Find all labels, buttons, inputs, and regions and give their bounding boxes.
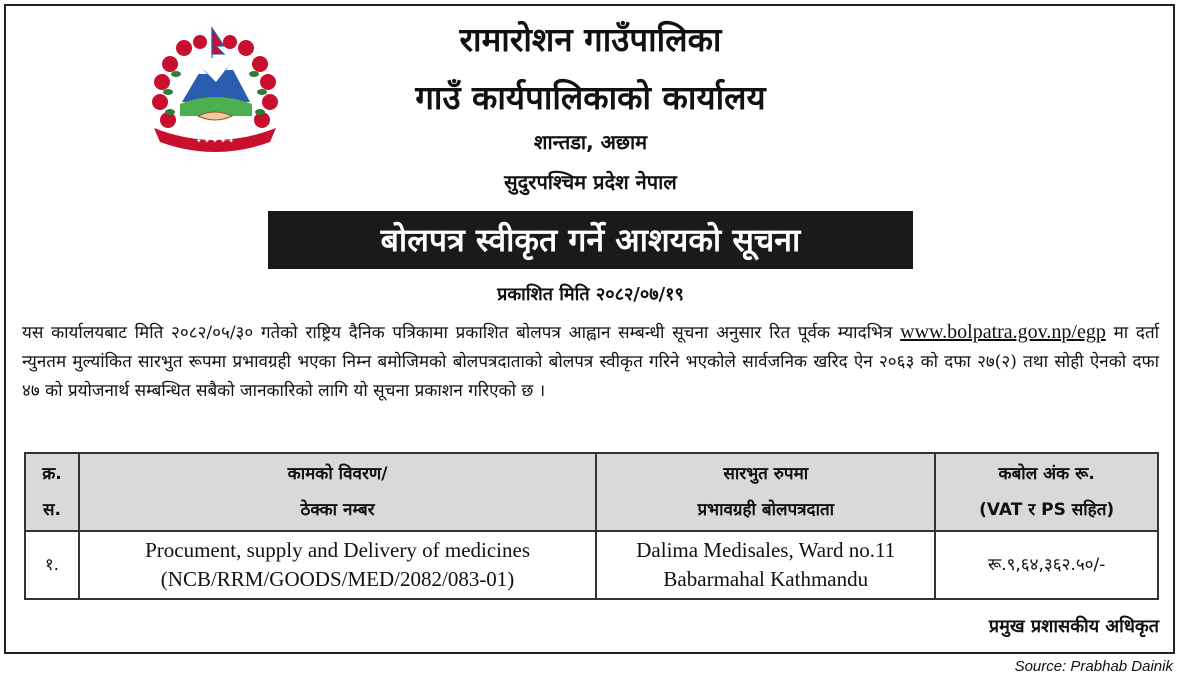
header-work-line2: ठेक्का नम्बर [300, 500, 375, 520]
header-amount-line2: (VAT र PS सहित) [979, 500, 1115, 520]
body-text-part2: मा दर्ता न्युनतम मुल्यांकित सारभुत रूपमा प्रभावग्रही भएका निम्न बमोजिमको बोलपत्रदाताको बोलपत्र स्वीकृत गरिने भएकोले सार्वजनिक खरिद ऐन २०६३ को दफा २७(२) तथा सोही ऐनको दफा ४७ को प्रयोजनार्थ सम्बन्धित सबैको जानकारिको लागि यो सूचना प्रकाशन गरिएको छ । [22, 323, 1160, 401]
header-bidder [596, 453, 935, 531]
table-header-row [25, 453, 1158, 531]
office-address: शान्तडा, अछाम [533, 130, 648, 154]
header-bidder-line1: सारभुत रुपमा [723, 464, 809, 484]
row-amount: रू.९,६४,३६२.५०/- [935, 531, 1158, 599]
row-serial: १. [25, 531, 79, 599]
notice-title: बोलपत्र स्वीकृत गर्ने आशयको सूचना [268, 211, 913, 269]
table-row [25, 531, 1158, 599]
row-work [79, 531, 596, 599]
header-serial-line1: क्र. [42, 464, 62, 484]
municipality-name: रामारोशन गाउँपालिका [459, 20, 722, 59]
source-credit: Source: Prabhab Dainik [1014, 658, 1173, 675]
published-date: प्रकाशित मिति २०८२/०७/१९ [497, 284, 684, 305]
signatory-title: प्रमुख प्रशासकीय अधिकृत [988, 616, 1159, 637]
notice-body [22, 318, 1159, 406]
header-work-line1: कामको विवरण/ [287, 464, 388, 484]
header-work [79, 453, 596, 531]
province-name: सुदुरपश्चिम प्रदेश नेपाल [504, 170, 677, 194]
header-amount [935, 453, 1158, 531]
header-amount-line1: कबोल अंक रू. [998, 464, 1095, 484]
office-name: गाउँ कार्यपालिकाको कार्यालय [415, 78, 766, 117]
award-table [24, 452, 1159, 600]
svg-text:✦ ✦ ✦ ✦ ✦: ✦ ✦ ✦ ✦ ✦ [195, 137, 235, 145]
row-work-line2: (NCB/RRM/GOODS/MED/2082/083-01) [160, 567, 515, 591]
header-serial [25, 453, 79, 531]
header-bidder-line2: प्रभावग्रही बोलपत्रदाता [697, 500, 835, 520]
bolpatra-link[interactable]: www.bolpatra.gov.np/egp [900, 321, 1106, 343]
row-bidder [596, 531, 935, 599]
row-work-line1: Procument, supply and Delivery of medicines [145, 538, 531, 562]
header-serial-line2: स. [42, 500, 61, 520]
row-bidder-line1: Dalima Medisales, Ward no.11 [636, 538, 896, 562]
body-text-part1: यस कार्यालयबाट मिति २०८२/०५/३० गतेको राष्ट्रिय दैनिक पत्रिकामा प्रकाशित बोलपत्र आह्वान सम्बन्धी सूचना अनुसार रित पूर्वक म्यादभित्र [22, 323, 893, 343]
row-bidder-line2: Babarmahal Kathmandu [663, 567, 869, 591]
